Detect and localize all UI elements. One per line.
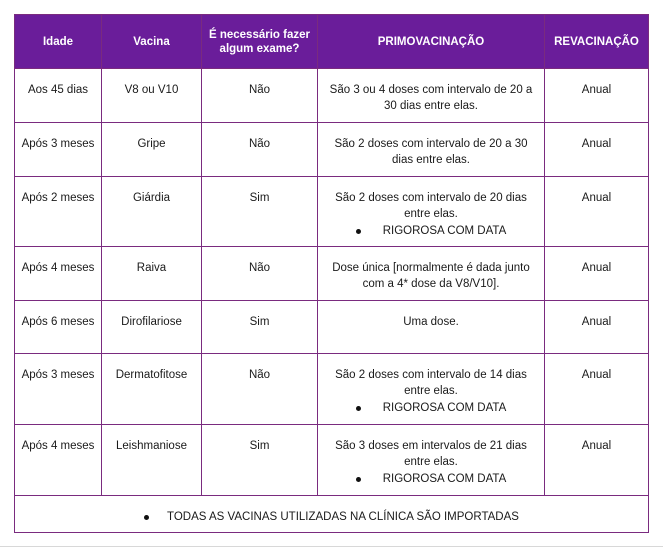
cell-primo <box>318 177 545 247</box>
table-row <box>15 301 649 354</box>
cell-vacina: Leishmaniose <box>102 425 202 496</box>
cell-vacina: Giárdia <box>102 177 202 247</box>
table-row <box>15 425 649 496</box>
cell-idade: Após 3 meses <box>15 123 102 177</box>
cell-primo <box>318 354 545 425</box>
cell-revac: Anual <box>545 123 649 177</box>
note-text: RIGOROSA COM DATA <box>382 225 507 237</box>
cell-revac: Anual <box>545 177 649 247</box>
primo-text: São 2 doses com intervalo de 20 dias entre elas. <box>335 192 527 220</box>
cell-primo <box>318 123 545 177</box>
primo-text: São 3 doses em intervalos de 21 dias entre elas. <box>335 440 527 468</box>
header-exame: É necessário fazer algum exame? <box>202 15 318 69</box>
cell-primo <box>318 247 545 301</box>
cell-exame: Não <box>202 354 318 425</box>
cell-revac: Anual <box>545 247 649 301</box>
bullet-icon <box>144 515 149 520</box>
note-text: RIGOROSA COM DATA <box>382 473 507 485</box>
table-row <box>15 247 649 301</box>
footer-cell <box>15 496 649 533</box>
cell-primo <box>318 301 545 354</box>
cell-primo <box>318 425 545 496</box>
bullet-note <box>324 400 538 416</box>
table-row <box>15 123 649 177</box>
cell-idade: Após 2 meses <box>15 177 102 247</box>
cell-vacina: V8 ou V10 <box>102 69 202 123</box>
cell-revac: Anual <box>545 301 649 354</box>
cell-vacina: Dermatofitose <box>102 354 202 425</box>
cell-vacina: Gripe <box>102 123 202 177</box>
vaccine-table-container <box>14 14 648 533</box>
primo-text: São 2 doses com intervalo de 20 a 30 dias entre elas. <box>334 138 528 166</box>
cell-primo <box>318 69 545 123</box>
header-primovacinacao: PRIMOVACINAÇÃO <box>318 15 545 69</box>
primo-text: Uma dose. <box>403 316 459 328</box>
primo-text: Dose única [normalmente é dada junto com a 4* dose da V8/V10]. <box>332 262 530 290</box>
bottom-divider <box>0 546 663 547</box>
cell-revac: Anual <box>545 69 649 123</box>
bullet-note <box>324 223 538 239</box>
footer-row <box>15 496 649 533</box>
cell-idade: Após 3 meses <box>15 354 102 425</box>
vaccine-table <box>14 14 649 533</box>
cell-exame: Não <box>202 69 318 123</box>
cell-vacina: Dirofilariose <box>102 301 202 354</box>
footer-bullet <box>21 509 642 525</box>
bullet-icon <box>356 229 361 234</box>
cell-exame: Não <box>202 123 318 177</box>
cell-idade: Após 4 meses <box>15 425 102 496</box>
cell-revac: Anual <box>545 425 649 496</box>
cell-idade: Aos 45 dias <box>15 69 102 123</box>
header-row <box>15 15 649 69</box>
table-row <box>15 69 649 123</box>
note-text: RIGOROSA COM DATA <box>382 402 507 414</box>
header-revacinacao: REVACINAÇÃO <box>545 15 649 69</box>
footer-text: TODAS AS VACINAS UTILIZADAS NA CLÍNICA SÃO IMPORTADAS <box>167 511 519 523</box>
primo-text: São 2 doses com intervalo de 14 dias entre elas. <box>335 369 527 397</box>
cell-exame: Não <box>202 247 318 301</box>
header-idade: Idade <box>15 15 102 69</box>
primo-text: São 3 ou 4 doses com intervalo de 20 a 30 dias entre elas. <box>329 84 533 112</box>
cell-exame: Sim <box>202 177 318 247</box>
table-row <box>15 354 649 425</box>
header-vacina: Vacina <box>102 15 202 69</box>
bullet-icon <box>356 406 361 411</box>
cell-idade: Após 6 meses <box>15 301 102 354</box>
bullet-icon <box>356 477 361 482</box>
cell-revac: Anual <box>545 354 649 425</box>
cell-exame: Sim <box>202 425 318 496</box>
table-row <box>15 177 649 247</box>
cell-idade: Após 4 meses <box>15 247 102 301</box>
cell-exame: Sim <box>202 301 318 354</box>
cell-vacina: Raiva <box>102 247 202 301</box>
bullet-note <box>324 471 538 487</box>
